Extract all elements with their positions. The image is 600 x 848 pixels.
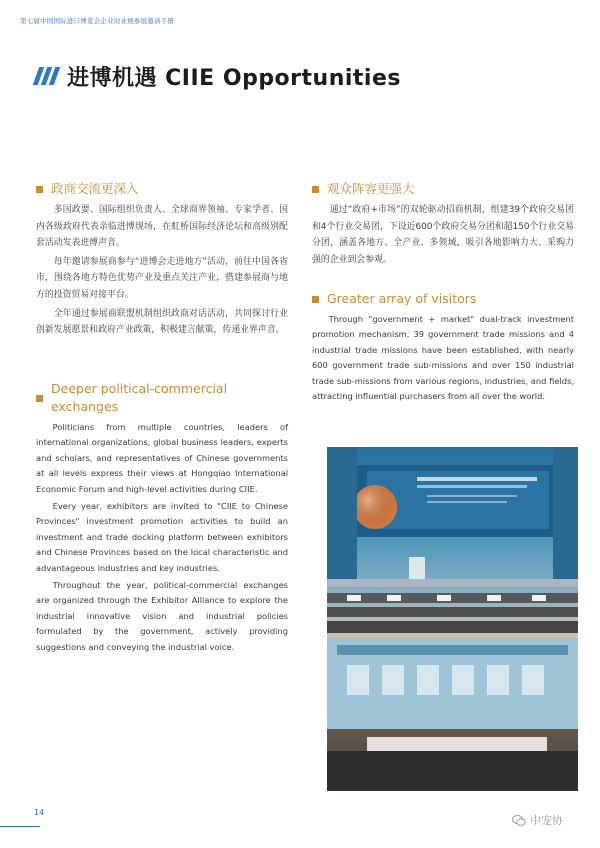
conference-photo (327, 447, 578, 791)
section-heading (36, 380, 288, 416)
section-heading (312, 290, 574, 308)
watermark-text: 中宠协 (530, 814, 563, 827)
paragraph: Every year, exhibitors are invited to "CIIE to Chinese Provinces" investment promotion activities to build an investment and trade docking platform between exhibitors and Chinese Provinces based on the local characteristic and advantageous industries and key industries. (36, 501, 288, 573)
paragraph: 全年通过参展商联盟机制组织政商对话活动，共同探讨行业创新发展愿景和政府产业政策，积极建言献策，传递业界声音。 (36, 308, 288, 336)
heading-text: 政商交流更深入 (51, 181, 139, 196)
square-bullet-icon (312, 186, 319, 193)
paragraph: Throughout the year, political-commercial exchanges are organized through the Exhibitor Alliance to explore the industrial innovative vision and industrial policies formulated by the government, actively providing suggestions and conveying the industrial voice. (36, 580, 288, 652)
section-left-en (36, 380, 288, 657)
section-right-en (312, 290, 574, 406)
title-slash-icon (36, 67, 57, 85)
page-number-rule (0, 826, 40, 827)
paragraph: 多国政要、国际组织负责人、全球商界领袖、专家学者、国内各级政府代表亲临进博现场，在虹桥国际经济论坛和高级别配套活动发表进博声音。 (36, 205, 288, 249)
running-header: 第七届中国国际进口博览会企业商业展参展邀请手册 (20, 17, 175, 25)
page-title: 进博机遇 CIIE Opportunities (67, 65, 401, 91)
paragraph: Through "government + market" dual-track investment promotion mechanism, 39 government trade missions and 4 industrial trade missions have been established, with nearly 600 government trade sub-missions and over 150 industrial trade sub-missions from various regions, industries, and fields, attracting influential purchasers from all over the world. (312, 314, 574, 402)
page-title-row (36, 58, 401, 94)
square-bullet-icon (36, 186, 43, 193)
paragraph: Politicians from multiple countries, leaders of international organizations, global business leaders, experts and scholars, and representatives of Chinese governments at all levels express their views at Hongqiao International Economic Forum and high-level activities during CIIE. (36, 422, 288, 494)
paragraph: 每年邀请参展商参与“进博会走进地方”活动，前往中国各省市，围绕各地方特色优势产业及重点关注产业，搭建参展商与地方的投资贸易对接平台。 (36, 256, 288, 300)
watermark (512, 812, 563, 828)
heading-text: Greater array of visitors (327, 291, 477, 306)
section-right-cn (312, 180, 574, 270)
heading-text: Deeper political-commercial exchanges (51, 381, 228, 414)
section-left-cn (36, 180, 288, 341)
heading-text: 观众阵容更强大 (327, 181, 415, 196)
page-number: 14 (34, 808, 45, 817)
square-bullet-icon (36, 395, 43, 402)
paragraph: 通过“政府+市场”的双轮驱动招商机制，组建39个政府交易团和4个行业交易团，下设近600个政府交易分团和超150个行业交易分团，涵盖各地方、全产业、多领域，吸引各地影响力大、采购力强的企业到会参观。 (312, 205, 574, 265)
square-bullet-icon (312, 296, 319, 303)
wechat-icon (512, 815, 526, 826)
section-heading (312, 180, 574, 198)
section-heading (36, 180, 288, 198)
